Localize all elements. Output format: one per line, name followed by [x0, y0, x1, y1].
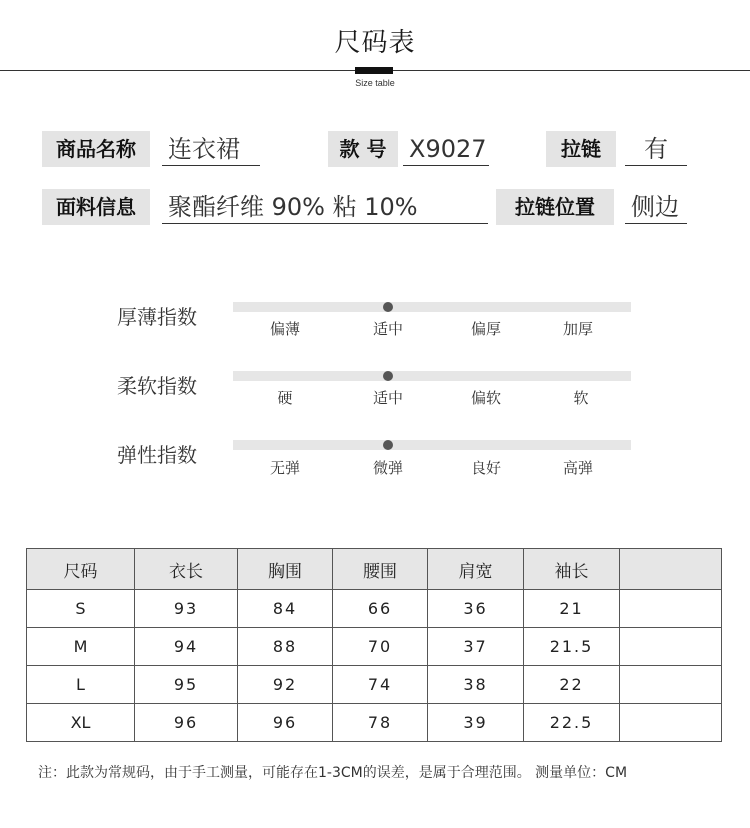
product-name-value: 连衣裙: [162, 132, 260, 166]
thickness-option: 偏厚: [470, 320, 501, 338]
fabric-info-value: 聚酯纤维 90% 粘 10%: [162, 190, 488, 224]
table-cell: 78: [333, 704, 428, 742]
column-header: 胸围: [238, 549, 333, 590]
zipper-label: 拉链: [546, 131, 616, 167]
measurement-note: 注：此款为常规码，由于手工测量，可能存在1-3CM的误差，是属于合理范围。 测量单位：CM: [38, 765, 628, 781]
product-name-label: 商品名称: [42, 131, 150, 167]
zipper-position-value: 侧边: [625, 190, 687, 224]
column-header: 腰围: [333, 549, 428, 590]
elasticity-option: 高弹: [562, 459, 593, 477]
elasticity-option: 良好: [470, 459, 501, 477]
table-cell: 96: [135, 704, 238, 742]
softness-index-bar: [233, 371, 631, 381]
page-subtitle: Size table: [355, 78, 395, 88]
column-header: 肩宽: [428, 549, 524, 590]
table-cell: 39: [428, 704, 524, 742]
size-cell: XL: [27, 704, 135, 742]
page-title: 尺码表: [334, 28, 416, 58]
thickness-option: 加厚: [562, 320, 593, 338]
style-number-label: 款 号: [328, 131, 398, 167]
column-header: 尺码: [27, 549, 135, 590]
table-cell: 93: [135, 590, 238, 628]
table-cell: [620, 666, 722, 704]
softness-option: 硬: [277, 389, 293, 407]
table-cell: 88: [238, 628, 333, 666]
table-cell: 84: [238, 590, 333, 628]
elasticity-index-marker: [383, 440, 393, 450]
table-cell: [620, 628, 722, 666]
table-cell: 96: [238, 704, 333, 742]
table-cell: 22.5: [524, 704, 620, 742]
thickness-option: 偏薄: [269, 320, 300, 338]
fabric-info-label: 面料信息: [42, 189, 150, 225]
style-number-value: X9027: [403, 132, 489, 166]
table-cell: 74: [333, 666, 428, 704]
softness-option: 软: [573, 389, 589, 407]
zipper-position-label: 拉链位置: [496, 189, 614, 225]
table-row: [27, 666, 722, 704]
thickness-index-label: 厚薄指数: [117, 305, 197, 329]
column-header: 袖长: [524, 549, 620, 590]
thickness-index-bar: [233, 302, 631, 312]
elasticity-option: 无弹: [269, 459, 300, 477]
table-cell: 21.5: [524, 628, 620, 666]
column-header: [620, 549, 722, 590]
table-cell: [620, 704, 722, 742]
size-cell: M: [27, 628, 135, 666]
title-accent-bar: [355, 67, 393, 74]
table-cell: 22: [524, 666, 620, 704]
table-cell: 66: [333, 590, 428, 628]
table-cell: 95: [135, 666, 238, 704]
table-header-row: [27, 549, 722, 590]
column-header: 衣长: [135, 549, 238, 590]
table-row: [27, 628, 722, 666]
table-row: [27, 704, 722, 742]
softness-option: 偏软: [470, 389, 501, 407]
size-table: [26, 548, 722, 742]
elasticity-index-label: 弹性指数: [117, 443, 197, 467]
elasticity-option: 微弹: [372, 459, 403, 477]
table-cell: 92: [238, 666, 333, 704]
table-cell: 37: [428, 628, 524, 666]
size-cell: S: [27, 590, 135, 628]
table-cell: [620, 590, 722, 628]
zipper-value: 有: [625, 132, 687, 166]
elasticity-index-bar: [233, 440, 631, 450]
table-row: [27, 590, 722, 628]
thickness-option: 适中: [372, 320, 403, 338]
thickness-index-marker: [383, 302, 393, 312]
softness-option: 适中: [372, 389, 403, 407]
table-cell: 38: [428, 666, 524, 704]
table-cell: 94: [135, 628, 238, 666]
table-cell: 70: [333, 628, 428, 666]
softness-index-marker: [383, 371, 393, 381]
size-cell: L: [27, 666, 135, 704]
table-cell: 36: [428, 590, 524, 628]
softness-index-label: 柔软指数: [117, 374, 197, 398]
table-cell: 21: [524, 590, 620, 628]
